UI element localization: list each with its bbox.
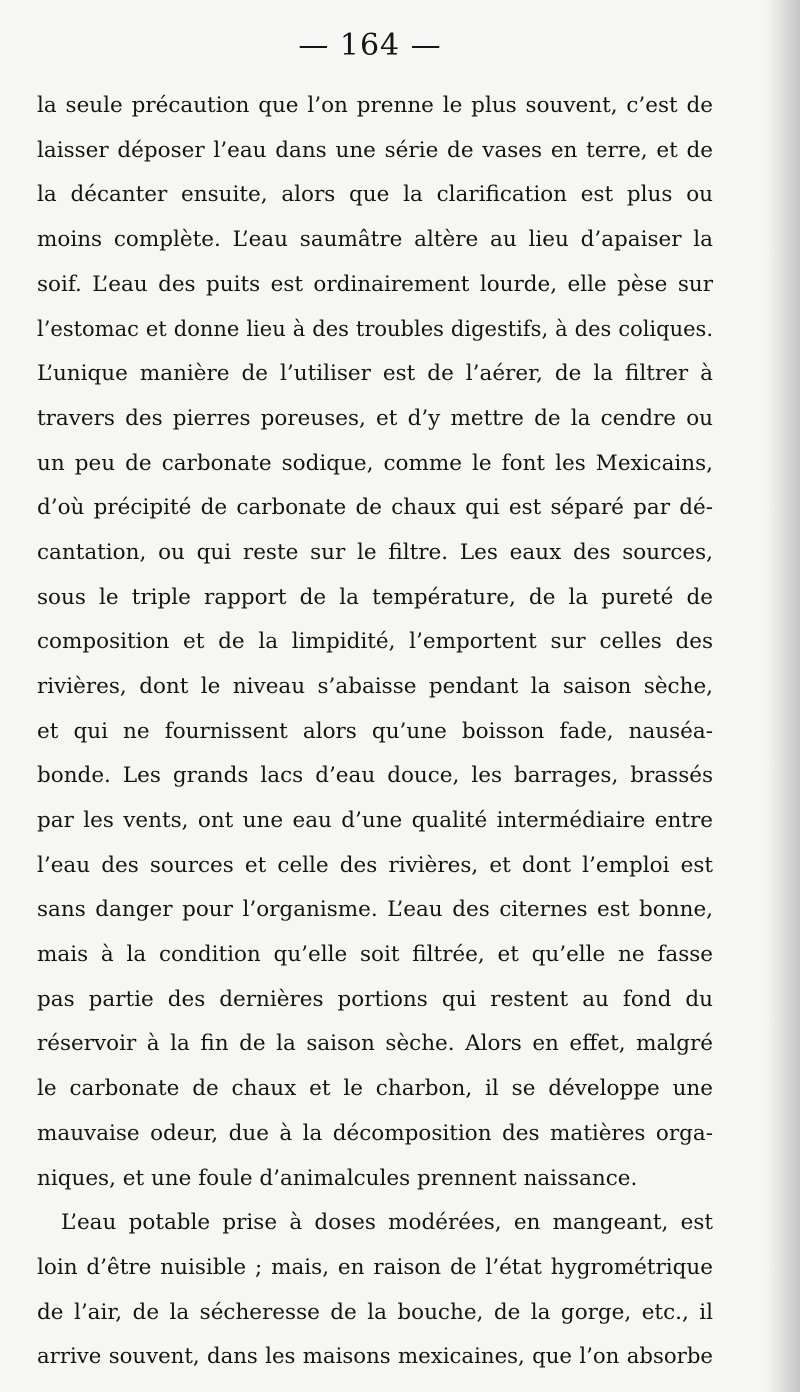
text-line-11: cantation, ou qui reste sur le filtre. Les eaux des sources, (37, 539, 713, 565)
text-line-19: sans danger pour l’organisme. L’eau des citernes est bonne, (37, 897, 713, 923)
text-line-9: un peu de carbonate sodique, comme le font les Mexicains, (37, 450, 713, 476)
text-line-3: la décanter ensuite, alors que la clarification est plus ou (37, 182, 713, 208)
text-line-5: soif. L’eau des puits est ordinairement lourde, elle pèse sur (37, 271, 713, 297)
text-line-8: travers des pierres poreuses, et d’y mettre de la cendre ou (37, 405, 713, 431)
text-line-20: mais à la condition qu’elle soit filtrée, et qu’elle ne fasse (37, 942, 713, 968)
text-line-12: sous le triple rapport de la température, de la pureté de (37, 584, 713, 610)
text-line-14: rivières, dont le niveau s’abaisse pendant la saison sèche, (37, 673, 713, 699)
page-number: — 164 — (298, 28, 442, 63)
text-line-21: pas partie des dernières portions qui restent au fond du (37, 986, 713, 1012)
text-line-7: L’unique manière de l’utiliser est de l’aérer, de la filtrer à (37, 361, 713, 387)
text-line-15: et qui ne fournissent alors qu’une boisson fade, nauséa- (37, 718, 713, 744)
text-line-29: arrive souvent, dans les maisons mexicaines, que l’on absorbe (37, 1344, 713, 1370)
text-line-17: par les vents, ont une eau d’une qualité intermédiaire entre (37, 808, 713, 833)
text-line-23: le carbonate de chaux et le charbon, il se développe une (37, 1076, 713, 1102)
text-line-13: composition et de la limpidité, l’emportent sur celles des (37, 629, 713, 655)
text-line-18: l’eau des sources et celle des rivières, et dont l’emploi est (37, 852, 713, 878)
page-edge-shadow (766, 0, 800, 1392)
text-line-26: L’eau potable prise à doses modérées, en mangeant, est (61, 1210, 713, 1236)
text-line-25: niques, et une foule d’animalcules prennent naissance. (37, 1165, 638, 1191)
text-line-1: la seule précaution que l’on prenne le plus souvent, c’est de (37, 93, 713, 118)
text-line-10: d’où précipité de carbonate de chaux qui est séparé par dé- (37, 495, 713, 521)
text-line-27: loin d’être nuisible ; mais, en raison de l’état hygrométrique (37, 1254, 713, 1280)
text-line-28: de l’air, de la sécheresse de la bouche, de la gorge, etc., il (37, 1299, 713, 1325)
text-line-24: mauvaise odeur, due à la décomposition des matières orga- (37, 1120, 713, 1146)
body-text (37, 84, 713, 1380)
text-line-4: moins complète. L’eau saumâtre altère au lieu d’apaiser la (37, 227, 713, 253)
text-line-6: l’estomac et donne lieu à des troubles digestifs, à des coliques. (37, 317, 713, 342)
text-line-16: bonde. Les grands lacs d’eau douce, les barrages, brassés (37, 763, 713, 789)
text-line-22: réservoir à la fin de la saison sèche. Alors en effet, malgré (37, 1031, 713, 1057)
text-line-2: laisser déposer l’eau dans une série de vases en terre, et de (37, 137, 713, 163)
